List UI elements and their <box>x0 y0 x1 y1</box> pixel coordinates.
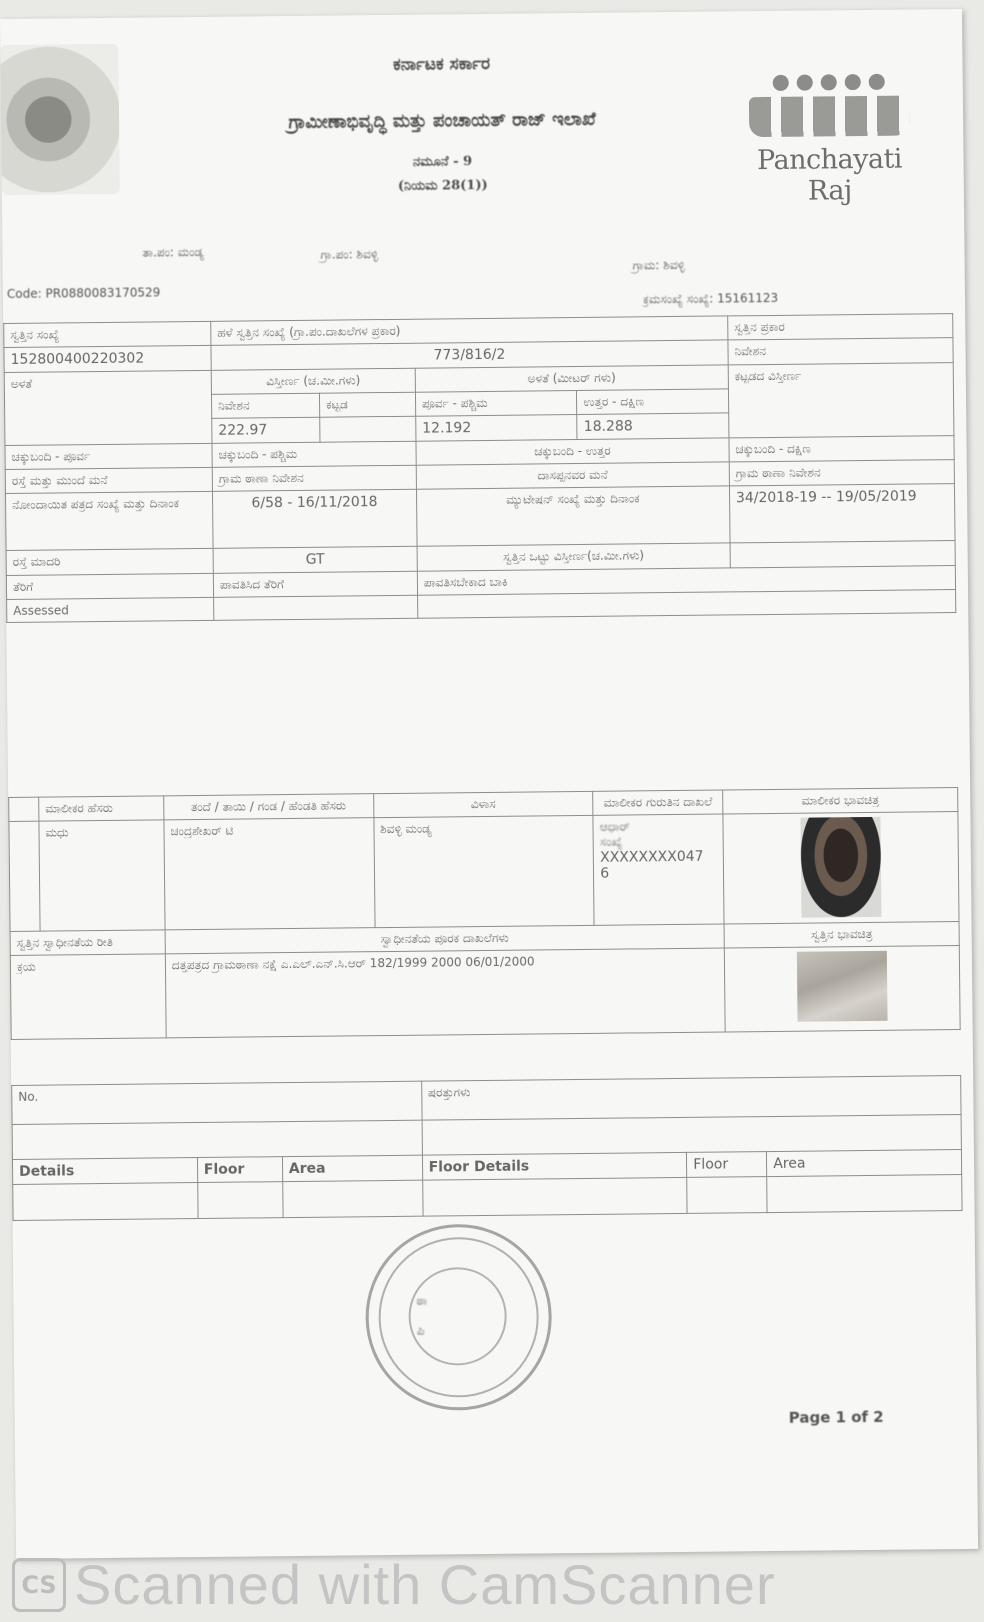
owner-id-type: ಆಧಾರ್ <box>599 819 630 834</box>
sides-header: ಅಳತೆ (ಮೀಟರ್ ಗಳು) <box>415 365 728 392</box>
property-code: Code: PR0880083170529 <box>6 285 161 301</box>
boundary-north-value: ದಾಸಪ್ಪನವರ ಮನೆ <box>416 462 729 489</box>
serial-number: ಕ್ರಮಸಂಖ್ಯೆ ಸಂಖ್ಯೆ: 15161123 <box>642 290 779 307</box>
camscanner-watermark <box>12 1552 776 1617</box>
old-property-no-label: ಹಳೆ ಸ್ವತ್ತಿನ ಸಂಖ್ಯೆ (ಗ್ರಾ.ಪಂ.ದಾಖಲೆಗಳ ಪ್ರಕಾರ) <box>211 316 728 345</box>
plot-label: ನಿವೇಶನ <box>211 393 319 418</box>
acquisition-type-label: ಸ್ವತ್ತಿನ ಸ್ವಾಧೀನತೆಯ ರೀತಿ <box>10 930 165 956</box>
owner-photo-cell <box>723 812 959 924</box>
seal-label-1: ಠಾ <box>416 1293 428 1308</box>
dimension-label: ಅಳತೆ <box>4 370 212 445</box>
owner-name: ಮಧು <box>39 820 165 931</box>
remarks-label: ಷರತ್ತುಗಳು <box>421 1076 961 1121</box>
property-no-label: ಸ್ವತ್ತಿನ ಸಂಖ್ಯೆ <box>4 321 211 347</box>
floor-details-header: Floor Details <box>422 1152 687 1180</box>
owner-index <box>9 821 40 931</box>
blank-left <box>12 1120 422 1159</box>
boundary-west-value: ಗ್ರಾಮ ಠಾಣಾ ನಿವೇಶನ <box>212 465 416 491</box>
owner-id-number: XXXXXXXX047 <box>599 848 704 866</box>
boundary-north-label: ಚಕ್ಕುಬಂದಿ - ಉತ್ತರ <box>416 438 729 465</box>
page-number: Page 1 of 2 <box>788 1407 884 1427</box>
seal-inner-ring <box>408 1267 507 1366</box>
boundary-east-value: ರಸ್ತೆ ಮತ್ತು ಮುಂದೆ ಮನೆ <box>5 467 212 493</box>
header-line4: (ನಿಯಮ 28(1)) <box>397 177 488 194</box>
property-table <box>3 313 956 623</box>
road-type-label: ರಸ್ತೆ ಮಾದರಿ <box>6 548 213 575</box>
area-value <box>282 1180 422 1217</box>
owner-id-header: ಮಾಲೀಕರ ಗುರುತಿನ ದಾಖಲೆ <box>593 790 723 815</box>
floor-header: Floor <box>197 1157 282 1183</box>
acquisition-type: ಕ್ರಯ <box>10 954 166 1040</box>
boundary-south-value: ಗ್ರಾಮ ಠಾಣಾ ನಿವೇಶನ <box>729 460 954 486</box>
seal-label-2: ಪಿ <box>416 1323 425 1338</box>
owner-index-header <box>9 797 39 821</box>
owner-id-label: ಸಂಖ್ಯೆ <box>599 834 623 849</box>
floor-table <box>11 1075 962 1221</box>
no-label: No. <box>12 1081 422 1124</box>
area-value-2 <box>767 1175 962 1213</box>
official-seal-icon <box>365 1223 553 1411</box>
total-area-value <box>730 541 955 568</box>
panchayati-raj-logo <box>739 73 920 205</box>
boundary-south-label: ಚಕ್ಕುಬಂದಿ - ದಕ್ಷಿಣ <box>729 436 954 462</box>
property-id: 152800400220302 <box>4 345 211 372</box>
north-south-label: ಉತ್ತರ - ದಕ್ಷಿಣ <box>577 389 729 415</box>
floor-details-value <box>422 1177 687 1216</box>
old-property-no: 773/816/2 <box>211 340 728 370</box>
owner-father: ಚಂದ್ರಶೇಖರ್ ಟಿ <box>164 818 375 930</box>
owner-table <box>8 787 960 1040</box>
owner-father-header: ತಂದೆ / ತಾಯಿ / ಗಂಡ / ಹೆಂಡತಿ ಹೆಸರು <box>163 794 373 820</box>
details-header: Details <box>12 1158 197 1185</box>
camscanner-text: Scanned with CamScanner <box>74 1553 776 1616</box>
gram-panchayat: ಗ್ರಾ.ಪಂ: ಶಿವಳ್ಳಿ <box>320 247 379 262</box>
registration-label: ನೋಂದಾಯಿತ ಪತ್ರದ ಸಂಖ್ಯೆ ಮತ್ತು ದಿನಾಂಕ <box>5 491 213 550</box>
built-label: ಕಟ್ಟಡ <box>319 392 415 417</box>
east-west-value: 12.192 <box>416 415 578 442</box>
logo-dots-icon <box>739 73 919 91</box>
builtup-header: ಕಟ್ಟಡದ ವಿಸ್ತೀರ್ಣ <box>728 363 954 438</box>
boundary-west-label: ಚಕ್ಕುಬಂದಿ - ಪಶ್ಚಿಮ <box>212 441 416 467</box>
village: ಗ್ರಾಮ: ಶಿವಳ್ಳಿ <box>632 257 685 273</box>
assessed-label: Assessed <box>7 597 214 622</box>
owner-id-number-suffix: 6 <box>600 865 610 882</box>
north-south-value: 18.288 <box>577 413 729 440</box>
area-header-2: Area <box>767 1150 962 1177</box>
taluk-panchayat: ತಾ.ಪಂ: ಮಂಡ್ಯ <box>142 244 204 260</box>
tax-paid-value <box>214 595 418 620</box>
built-area <box>320 416 416 442</box>
mutation-value: 34/2018-19 -- 19/05/2019 <box>729 484 955 543</box>
mutation-label: ಮ್ಯುಟೇಷನ್ ಸಂಖ್ಯೆ ಮತ್ತು ದಿನಾಂಕ <box>416 486 730 546</box>
acquisition-doc: ದತ್ತಪತ್ರದ ಗ್ರಾಮಠಾಣಾ ನಕ್ಷೆ ಎ.ಎಲ್.ಎನ್.ಸಿ.ಆರ್ 182/1999 2000 06/01/2000 <box>165 948 725 1038</box>
boundary-east-label: ಚಕ್ಕುಬಂದಿ - ಪೂರ್ವ <box>5 443 212 469</box>
document-sheet <box>0 9 978 1559</box>
logo-text: Panchayati Raj <box>756 143 903 207</box>
karnataka-emblem-icon <box>0 44 120 195</box>
blank-right <box>422 1115 962 1156</box>
header-line2: ಗ್ರಾಮೀಣಾಭಿವೃದ್ಧಿ ಮತ್ತು ಪಂಚಾಯತ್ ರಾಜ್ ಇಲಾಖೆ <box>288 108 596 134</box>
tax-due-label: ಪಾವತಿಸಬೇಕಾದ ಬಾಕಿ <box>417 566 955 596</box>
floor-header-2: Floor <box>687 1152 767 1178</box>
acquisition-doc-label: ಸ್ವಾಧೀನತೆಯ ಪೂರಕ ದಾಖಲೆಗಳು <box>165 924 725 954</box>
details-value <box>13 1183 198 1221</box>
property-type-label: ಸ್ವತ್ತಿನ ಪ್ರಕಾರ <box>728 314 953 340</box>
logo-figures-icon <box>749 96 909 138</box>
document-header <box>0 9 965 339</box>
header-line1: ಕರ್ನಾಟಕ ಸರ್ಕಾರ <box>392 53 491 75</box>
camscanner-logo-icon: CS <box>12 1558 66 1612</box>
tax-label: ತೆರಿಗೆ <box>6 573 213 599</box>
owner-address-header: ವಿಳಾಸ <box>373 791 593 817</box>
tax-due-value <box>417 590 955 619</box>
plot-area: 222.97 <box>212 417 320 443</box>
registration-value: 6/58 - 16/11/2018 <box>212 489 417 548</box>
area-sqm-header: ವಿಸ್ತೀರ್ಣ (ಚ.ಮೀ.ಗಳು) <box>211 368 415 394</box>
property-type: ನಿವೇಶನ <box>728 338 953 365</box>
owner-photo <box>801 817 882 918</box>
property-photo-cell <box>724 946 960 1032</box>
owner-id-cell <box>593 814 724 925</box>
area-header: Area <box>282 1155 422 1181</box>
header-line3: ನಮೂನೆ - 9 <box>412 154 473 170</box>
east-west-label: ಪೂರ್ವ - ಪಶ್ಚಿಮ <box>415 391 577 417</box>
property-photo <box>797 951 888 1022</box>
property-photo-label: ಸ್ವತ್ತಿನ ಭಾವಚಿತ್ರ <box>724 922 959 948</box>
owner-photo-header: ಮಾಲೀಕರ ಭಾವಚಿತ್ರ <box>723 788 958 814</box>
floor-value-2 <box>687 1177 767 1214</box>
owner-address: ಶಿವಳ್ಳಿ ಮಂಡ್ಯ <box>373 815 594 927</box>
owner-name-header: ಮಾಲೀಕರ ಹೆಸರು <box>39 796 164 821</box>
road-type-value: GT <box>213 546 417 573</box>
total-area-label: ಸ್ವತ್ತಿನ ಒಟ್ಟು ವಿಸ್ತೀರ್ಣ(ಚ.ಮೀ.ಗಳು) <box>417 543 730 571</box>
tax-paid-label: ಪಾವತಿಸಿದ ತೆರಿಗೆ <box>213 571 417 597</box>
floor-value <box>198 1182 283 1219</box>
